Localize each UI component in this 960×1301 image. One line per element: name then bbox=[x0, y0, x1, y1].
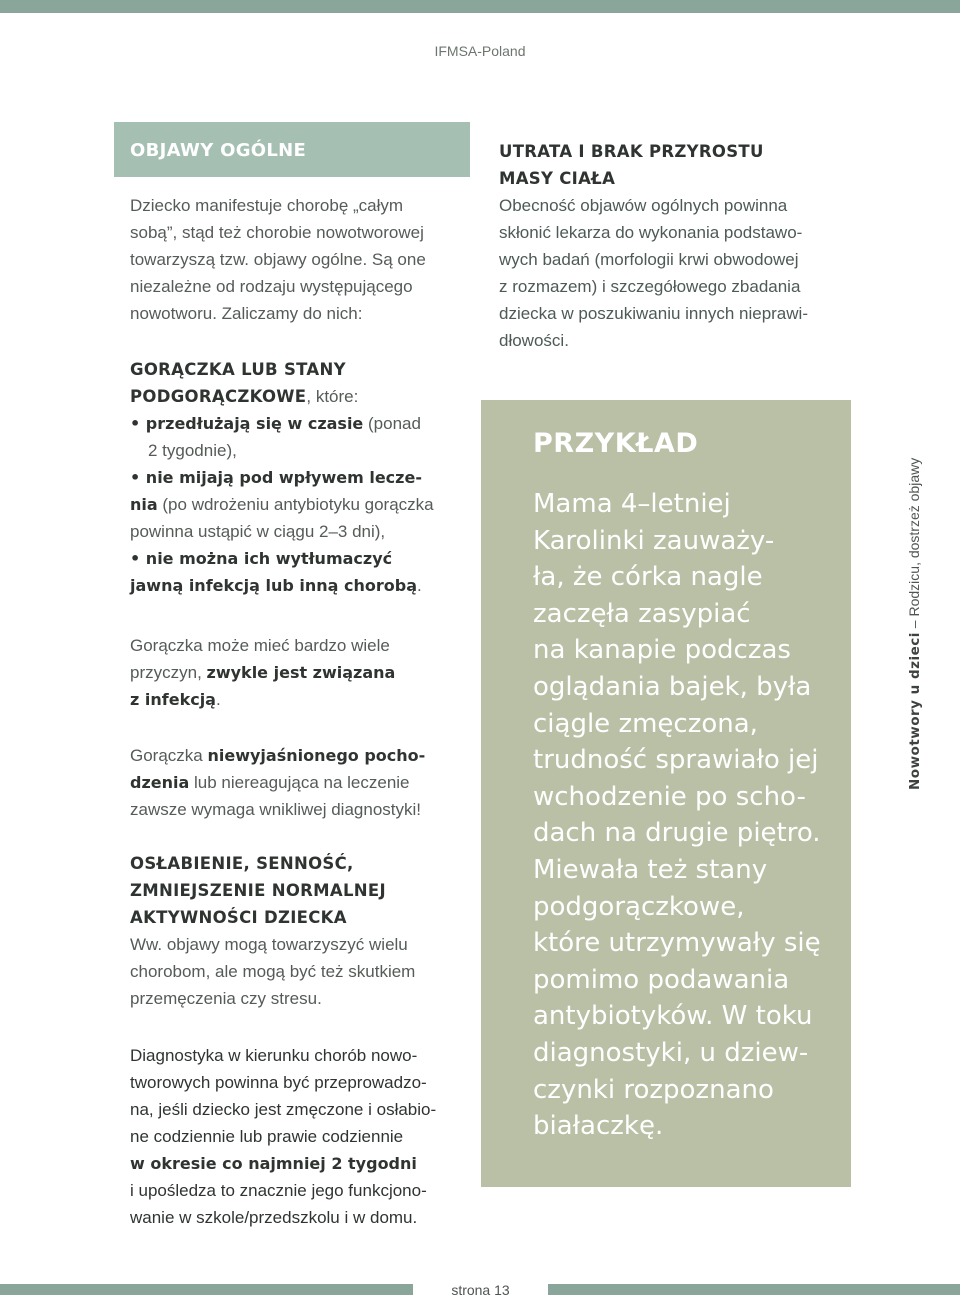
intro-line: niezależne od rodzaju występującego bbox=[130, 277, 413, 296]
weight-text: z rozmazem) i szczegółowego zbadania bbox=[499, 277, 801, 296]
example-line: Mama 4–letniej bbox=[533, 489, 731, 519]
example-line: trudność sprawiało jej bbox=[533, 745, 819, 776]
example-line: diagnostyki, u dziew- bbox=[533, 1037, 809, 1068]
bullet-text: nia bbox=[130, 495, 158, 514]
causes-line: przyczyn, bbox=[130, 663, 207, 682]
example-line: ciągle zmęczona, bbox=[533, 708, 758, 739]
section-title: OBJAWY OGÓLNE bbox=[130, 140, 307, 161]
side-caption-bold: Nowotwory u dzieci bbox=[907, 632, 923, 790]
weakness-text: Ww. objawy mogą towarzyszyć wielu bbox=[130, 935, 408, 954]
weight-loss-section bbox=[499, 138, 808, 354]
header-org: IFMSA-Poland bbox=[434, 43, 526, 59]
weight-text: dziecka w poszukiwaniu innych nieprawi- bbox=[499, 304, 808, 323]
bullet-text: (ponad bbox=[363, 414, 421, 433]
example-line: antybiotyków. W toku bbox=[533, 1001, 813, 1032]
bullet-text: . bbox=[417, 576, 422, 595]
top-color-bar bbox=[0, 0, 960, 13]
intro-paragraph bbox=[130, 192, 426, 327]
bullet-text: 2 tygodnie), bbox=[148, 441, 237, 460]
fever-title: PODGORĄCZKOWE bbox=[130, 387, 307, 406]
fever-section bbox=[130, 356, 434, 599]
example-line: które utrzymywały się bbox=[533, 928, 821, 959]
example-line: czynki rozpoznano bbox=[533, 1074, 774, 1105]
example-line: pomimo podawania bbox=[533, 964, 790, 995]
bullet-text: jawną infekcją lub inną chorobą bbox=[130, 576, 418, 595]
example-text bbox=[533, 486, 821, 1145]
unexplained-line: zawsze wymaga wnikliwej diagnostyki! bbox=[130, 800, 422, 819]
example-line: podgorączkowe, bbox=[533, 891, 745, 922]
fever-causes-paragraph bbox=[130, 632, 395, 713]
bullet-text: (po wdrożeniu antybiotyku gorączka bbox=[157, 495, 434, 514]
unexplained-bold: niewyjaśnionego pocho- bbox=[207, 746, 426, 765]
weight-title: UTRATA I BRAK PRZYROSTU bbox=[499, 142, 764, 161]
example-line: białaczkę. bbox=[533, 1111, 664, 1142]
fever-title: GORĄCZKA LUB STANY bbox=[130, 360, 346, 379]
example-line: ła, że córka nagle bbox=[533, 562, 763, 593]
bullet-text: powinna ustąpić w ciągu 2–3 dni), bbox=[130, 522, 386, 541]
example-line: na kanapie podczas bbox=[533, 635, 791, 666]
intro-line: towarzyszą tzw. objawy ogólne. Są one bbox=[130, 250, 426, 269]
weight-title: MASY CIAŁA bbox=[499, 169, 616, 188]
diagnostics-line: i upośledza to znacznie jego funkcjono- bbox=[130, 1181, 427, 1200]
weight-text: wych badań (morfologii krwi obwodowej bbox=[499, 250, 799, 269]
footer-bar-left bbox=[0, 1284, 413, 1295]
weight-text: Obecność objawów ogólnych powinna bbox=[499, 196, 788, 215]
weight-text: skłonić lekarza do wykonania podstawo- bbox=[499, 223, 803, 242]
diagnostics-paragraph bbox=[130, 1042, 436, 1231]
diagnostics-line: ne codziennie lub prawie codziennie bbox=[130, 1127, 404, 1146]
causes-bold: zwykle jest związana bbox=[206, 663, 396, 682]
weakness-title: OSŁABIENIE, SENNOŚĆ, bbox=[130, 854, 354, 873]
example-line: Karolinki zauważy- bbox=[533, 525, 775, 556]
weakness-text: przemęczenia czy stresu. bbox=[130, 989, 322, 1008]
intro-line: sobą”, stąd też chorobie nowotworowej bbox=[130, 223, 424, 242]
diagnostics-line: Diagnostyka w kierunku chorób nowo- bbox=[130, 1046, 418, 1065]
section-header-general-symptoms bbox=[114, 122, 470, 177]
example-line: wchodzenie po scho- bbox=[533, 781, 806, 812]
unexplained-line: lub niereagująca na leczenie bbox=[189, 773, 410, 792]
footer-bar-right bbox=[548, 1284, 960, 1295]
example-line: zaczęła zasypiać bbox=[533, 598, 751, 629]
unexplained-bold: dzenia bbox=[130, 773, 190, 792]
bullet-text: • nie mijają pod wpływem lecze- bbox=[130, 468, 422, 487]
diagnostics-line: na, jeśli dziecko jest zmęczone i osłabio- bbox=[130, 1100, 437, 1119]
fever-title-suffix: , które: bbox=[306, 387, 359, 406]
weakness-title: AKTYWNOŚCI DZIECKA bbox=[130, 908, 347, 927]
bullet-text: • przedłużają się w czasie bbox=[130, 414, 364, 433]
bullet-text: • nie można ich wytłumaczyć bbox=[130, 549, 393, 568]
example-box bbox=[481, 400, 851, 1187]
diagnostics-line: tworowych powinna być przeprowadzo- bbox=[130, 1073, 427, 1092]
causes-line: . bbox=[215, 690, 221, 709]
page-number: strona 13 bbox=[451, 1282, 510, 1298]
weakness-section bbox=[130, 850, 415, 1012]
weight-text: dłowości. bbox=[499, 331, 569, 350]
causes-line: Gorączka może mieć bardzo wiele bbox=[130, 636, 390, 655]
side-caption bbox=[906, 458, 923, 790]
example-line: oglądania bajek, była bbox=[533, 671, 812, 702]
weakness-title: ZMNIEJSZENIE NORMALNEJ bbox=[130, 881, 386, 900]
example-line: Miewała też stany bbox=[533, 854, 768, 885]
unexplained-line: Gorączka bbox=[130, 746, 208, 765]
weakness-text: chorobom, ale mogą być też skutkiem bbox=[130, 962, 416, 981]
diagnostics-bold: w okresie co najmniej 2 tygodni bbox=[130, 1154, 417, 1173]
example-title: PRZYKŁAD bbox=[533, 428, 699, 459]
causes-bold: z infekcją bbox=[130, 690, 216, 709]
unexplained-fever-paragraph bbox=[130, 742, 425, 823]
side-caption-rest: – Rodzicu, dostrzeż objawy bbox=[906, 457, 922, 633]
diagnostics-line: wanie w szkole/przedszkolu i w domu. bbox=[130, 1208, 418, 1227]
intro-line: nowotworu. Zaliczamy do nich: bbox=[130, 304, 363, 323]
intro-line: Dziecko manifestuje chorobę „całym bbox=[130, 196, 404, 215]
example-line: dach na drugie piętro. bbox=[533, 818, 821, 849]
